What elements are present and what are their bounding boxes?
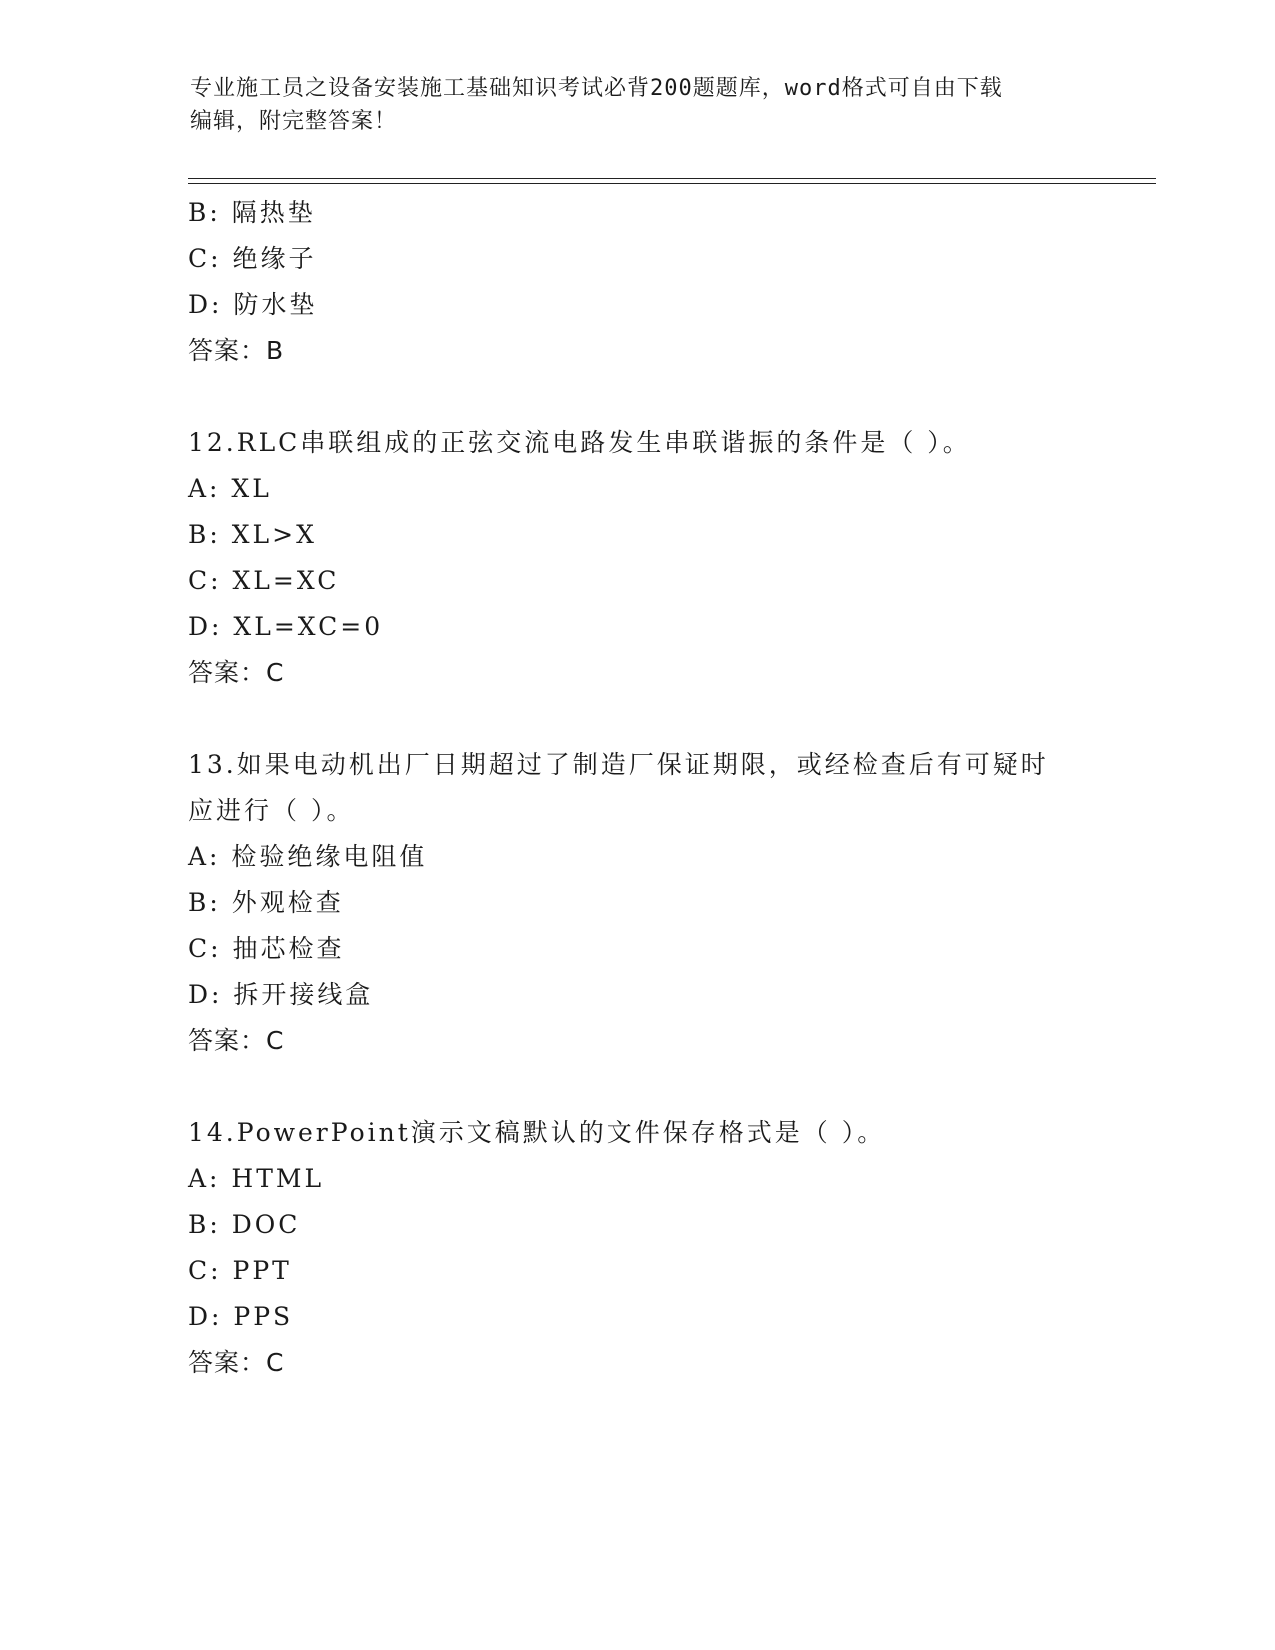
option-b: B: XL>X bbox=[188, 520, 317, 549]
option-d: D: 拆开接线盒 bbox=[188, 980, 374, 1009]
answer-line: 答案：C bbox=[188, 658, 285, 687]
header-title-line-1: 专业施工员之设备安装施工基础知识考试必背200题题库，word格式可自由下载 bbox=[190, 76, 1003, 101]
header-rule-top bbox=[188, 178, 1156, 179]
question-11-continued bbox=[188, 190, 1148, 374]
answer-line: 答案：B bbox=[188, 336, 285, 365]
header-rule-bottom bbox=[188, 183, 1156, 184]
option-d: D: XL=XC=0 bbox=[188, 612, 384, 641]
question-title-line-1: 13.如果电动机出厂日期超过了制造厂保证期限，或经检查后有可疑时 bbox=[188, 750, 1049, 779]
question-14 bbox=[188, 1110, 1148, 1386]
option-b: B: 外观检查 bbox=[188, 888, 344, 917]
question-12 bbox=[188, 420, 1148, 696]
option-d: D: 防水垫 bbox=[188, 290, 318, 319]
option-a: A: HTML bbox=[188, 1164, 325, 1193]
question-gap bbox=[188, 1064, 1148, 1110]
page-header bbox=[190, 72, 1090, 138]
option-b: B: DOC bbox=[188, 1210, 301, 1239]
option-d: D: PPS bbox=[188, 1302, 294, 1331]
option-c: C: XL=XC bbox=[188, 566, 340, 595]
option-b: B: 隔热垫 bbox=[188, 198, 316, 227]
question-title: 14.PowerPoint演示文稿默认的文件保存格式是（ ）。 bbox=[188, 1118, 886, 1147]
question-gap bbox=[188, 696, 1148, 742]
question-13 bbox=[188, 742, 1148, 1064]
question-list bbox=[188, 190, 1148, 1386]
question-gap bbox=[188, 374, 1148, 420]
option-c: C: 绝缘子 bbox=[188, 244, 317, 273]
option-c: C: PPT bbox=[188, 1256, 292, 1285]
question-title-line-2: 应进行（ ）。 bbox=[188, 796, 355, 825]
option-a: A: XL bbox=[188, 474, 272, 503]
answer-line: 答案：C bbox=[188, 1348, 285, 1377]
option-a: A: 检验绝缘电阻值 bbox=[188, 842, 428, 871]
header-title-line-2: 编辑，附完整答案！ bbox=[190, 109, 398, 134]
question-title: 12.RLC串联组成的正弦交流电路发生串联谐振的条件是（ ）。 bbox=[188, 428, 971, 457]
option-c: C: 抽芯检查 bbox=[188, 934, 345, 963]
answer-line: 答案：C bbox=[188, 1026, 285, 1055]
